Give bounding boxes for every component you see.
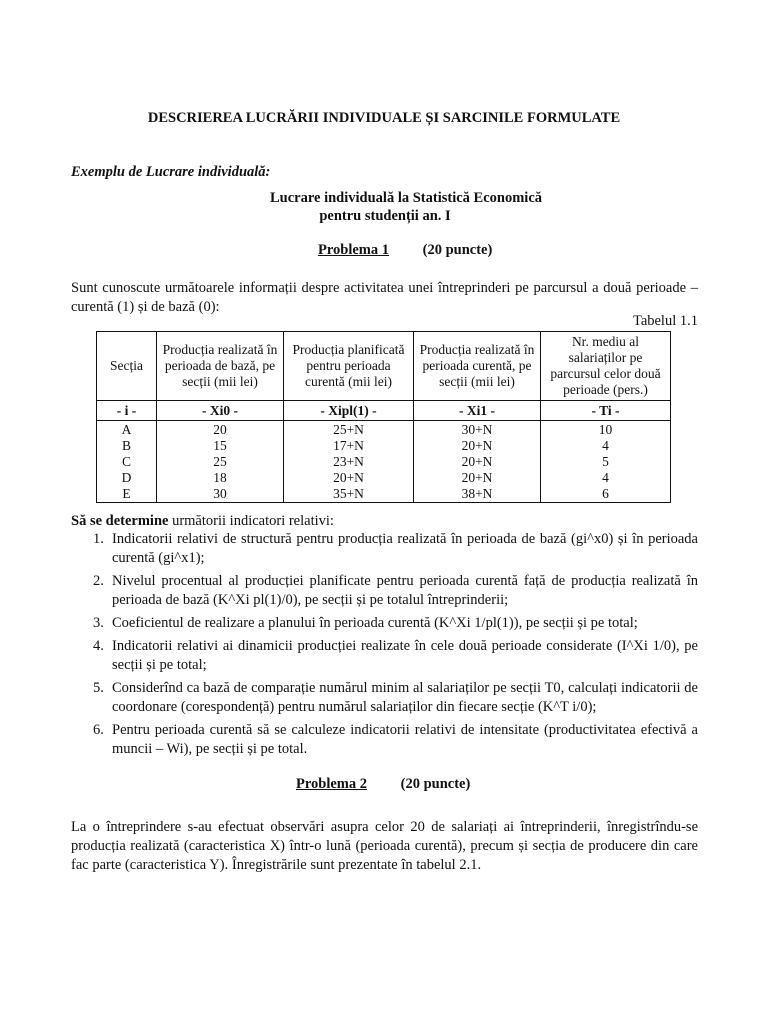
list-item [71, 637, 698, 675]
table-cell: 20+N [414, 470, 541, 486]
table-cell: E [97, 486, 157, 503]
task-text: Indicatorii relativi de structură pentru producția realizată în perioada de bază (gi^x0) și în perioada curentă (gi^x1); [112, 531, 698, 566]
list-item [71, 530, 698, 568]
subtitle-line2: pentru studenții an. I [319, 208, 451, 224]
header-cell: Producția realizată în perioada de bază, pe secții (mii lei) [157, 332, 284, 401]
table-row [97, 470, 671, 486]
header-cell: Secția [97, 332, 157, 401]
task-number: 2. [93, 573, 104, 589]
table-row [97, 486, 671, 503]
list-item [71, 572, 698, 610]
table-cell: 5 [541, 454, 671, 470]
table-cell: 38+N [414, 486, 541, 503]
task-list [71, 530, 698, 763]
list-item [71, 679, 698, 717]
table-cell: 6 [541, 486, 671, 503]
table-cell: 25 [157, 454, 284, 470]
problem2-heading [296, 776, 470, 793]
symbol-cell: - Xipl(1) - [284, 401, 414, 421]
task-text: Pentru perioada curentă să se calculeze indicatorii relativi de intensitate (productivitatea efectivă a muncii – Wi), pe secții și pe total. [112, 722, 698, 757]
problem2-title: Problema 2 [296, 776, 368, 792]
symbol-cell: - i - [97, 401, 157, 421]
task-number: 4. [93, 638, 104, 654]
task-text: Indicatorii relativi ai dinamicii producției realizate în cele două perioade considerate (I^Xi 1/0), pe secții și pe total; [112, 638, 698, 673]
example-heading: Exemplu de Lucrare individuală: [71, 164, 271, 180]
table-cell: 25+N [284, 421, 414, 439]
header-cell: Nr. mediu al salariaților pe parcursul celor două perioade (pers.) [541, 332, 671, 401]
table-cell: 20+N [414, 454, 541, 470]
determine-bold: Să se determine [71, 513, 169, 529]
table-cell: A [97, 421, 157, 439]
table-cell: 10 [541, 421, 671, 439]
list-item [71, 614, 698, 633]
task-number: 3. [93, 615, 104, 631]
table-cell: 20+N [284, 470, 414, 486]
intro-text: Sunt cunoscute următoarele informații despre activitatea unei întreprinderi pe parcursul a două perioade – curentă (1) și de bază (0): [71, 280, 698, 315]
symbol-cell: - Ti - [541, 401, 671, 421]
task-number: 6. [93, 722, 104, 738]
table-row [97, 438, 671, 454]
determine-rest: următorii indicatori relativi: [168, 513, 334, 529]
subtitle-line1: Lucrare individuală la Statistică Economică [269, 190, 543, 206]
table-cell: 20+N [414, 438, 541, 454]
task-number: 1. [93, 531, 104, 547]
data-table [96, 331, 671, 503]
doc-title: DESCRIEREA LUCRĂRII INDIVIDUALE ȘI SARCINILE FORMULATE [147, 110, 621, 126]
determine-line [71, 513, 334, 530]
table-cell: 15 [157, 438, 284, 454]
table-cell: 4 [541, 470, 671, 486]
problem2-points: (20 puncte) [400, 776, 471, 792]
table-caption: Tabelul 1.1 [632, 313, 698, 329]
table-cell: 18 [157, 470, 284, 486]
table-cell: 35+N [284, 486, 414, 503]
task-text: Nivelul procentual al producției planificate pentru perioada curentă față de producția realizată în perioada de bază (K^Xi pl(1)/0), pe secții și pe totalul întreprinderii; [112, 573, 698, 608]
table-row [97, 454, 671, 470]
table-cell: 17+N [284, 438, 414, 454]
list-item [71, 721, 698, 759]
table-cell: 30+N [414, 421, 541, 439]
symbol-cell: - Xi0 - [157, 401, 284, 421]
problem1-heading [318, 242, 492, 259]
table-cell: C [97, 454, 157, 470]
table-row [97, 421, 671, 439]
task-text: Coeficientul de realizare a planului în perioada curentă (K^Xi 1/pl(1)), pe secții și pe total; [112, 615, 638, 631]
header-cell: Producția realizată în perioada curentă, pe secții (mii lei) [414, 332, 541, 401]
table-cell: 23+N [284, 454, 414, 470]
symbol-cell: - Xi1 - [414, 401, 541, 421]
table-cell: D [97, 470, 157, 486]
problem1-points: (20 puncte) [422, 242, 493, 258]
problem2-text: La o întreprindere s-au efectuat observări asupra celor 20 de salariați ai întreprinderii, înregistrîndu-se producția realizată (caracteristica X) într-o lună (perioada curentă), precum și secția de producere din care fac parte (caracteristica Y). Înregistrările sunt prezentate în tabelul 2.1. [71, 819, 698, 873]
task-text: Considerînd ca bază de comparație numărul minim al salariaților pe secții T0, calculați indicatorii de coordonare (corespondență) pentru numărul salariaților din fiecare secție (K^T i/0); [112, 680, 698, 715]
table-symbol-row [97, 401, 671, 421]
table-cell: 4 [541, 438, 671, 454]
table-header-row [97, 332, 671, 401]
problem1-title: Problema 1 [318, 242, 390, 258]
header-cell: Producția planificată pentru perioada curentă (mii lei) [284, 332, 414, 401]
table-cell: 30 [157, 486, 284, 503]
task-number: 5. [93, 680, 104, 696]
table-cell: 20 [157, 421, 284, 439]
table-cell: B [97, 438, 157, 454]
